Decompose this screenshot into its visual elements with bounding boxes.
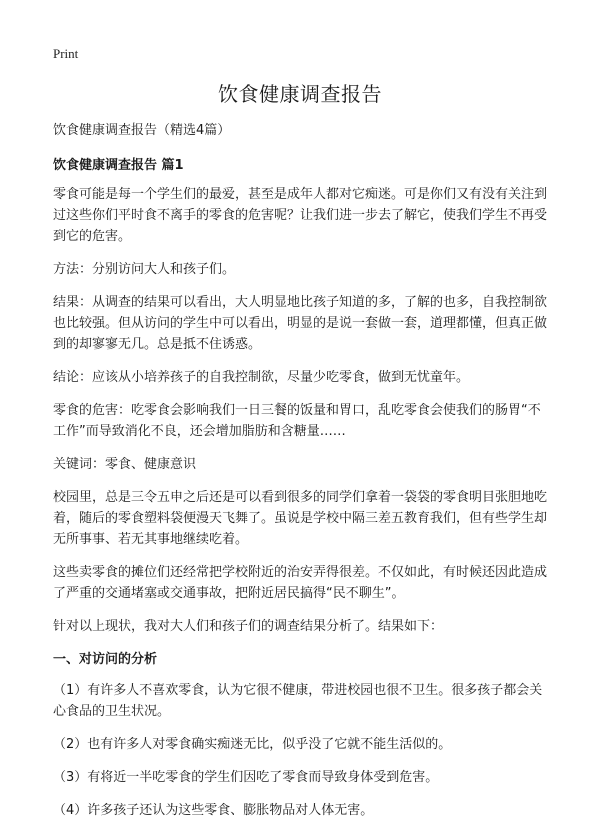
- paragraph-harm: 零食的危害：吃零食会影响我们一日三餐的饭量和胃口，乱吃零食会使我们的肠胃“不工作”而导致消化不良，还会增加脂肪和含糖量……: [53, 403, 541, 439]
- print-link[interactable]: Print: [53, 46, 79, 61]
- paragraph-method: 方法：分别访问大人和孩子们。: [53, 262, 236, 277]
- list-item: （4）许多孩子还认为这些零食、膨胀物品对人体无害。: [53, 803, 374, 818]
- list-item: （3）有将近一半吃零食的学生们因吃了零食而导致身体受到危害。: [53, 770, 439, 785]
- list-item: （2）也有许多人对零食确实痴迷无比，似乎没了它就不能生活似的。: [53, 737, 452, 752]
- article-body: [53, 120, 549, 833]
- section-heading: 饮食健康调查报告 篇1: [53, 158, 184, 173]
- paragraph-intro: 零食可能是每一个学生们的最爱，甚至是成年人都对它痴迷。可是你们又有没有关注到过这些你们平时食不离手的零食的危害呢？让我们进一步去了解它，使我们学生不再受到它的危害。: [53, 187, 548, 244]
- paragraph-vendors: 这些卖零食的摊位们还经常把学校附近的治安弄得很差。不仅如此，有时候还因此造成了严重的交通堵塞或交通事故，把附近居民搞得“民不聊生”。: [53, 565, 548, 601]
- paragraph-summary: 针对以上现状，我对大人们和孩子们的调查结果分析了。结果如下：: [53, 619, 444, 634]
- paragraph-result: 结果：从调查的结果可以看出，大人明显地比孩子知道的多，了解的也多，自我控制欲也比较强。但从访问的学生中可以看出，明显的是说一套做一套，道理都懂，但真正做到的却寥寥无几。总是抵不住诱惑。: [53, 295, 548, 352]
- list-item: （1）有许多人不喜欢零食，认为它很不健康，带进校园也很不卫生。很多孩子都会关心食品的卫生状况。: [53, 683, 543, 719]
- paragraph-keywords: 关键词：零食、健康意识: [53, 457, 197, 472]
- page-title: 饮食健康调查报告: [218, 82, 382, 106]
- subtitle: 饮食健康调查报告（精选4篇）: [53, 123, 231, 138]
- paragraph-campus: 校园里，总是三令五申之后还是可以看到很多的同学们拿着一袋袋的零食明目张胆地吃着，随后的零食塑料袋便漫天飞舞了。虽说是学校中隔三差五教育我们，但有些学生却无所事事、若无其事地继续吃着。: [53, 490, 548, 547]
- analysis-heading: 一、对访问的分析: [53, 652, 158, 667]
- paragraph-conclusion: 结论：应该从小培养孩子的自我控制欲，尽量少吃零食，做到无忧童年。: [53, 370, 470, 385]
